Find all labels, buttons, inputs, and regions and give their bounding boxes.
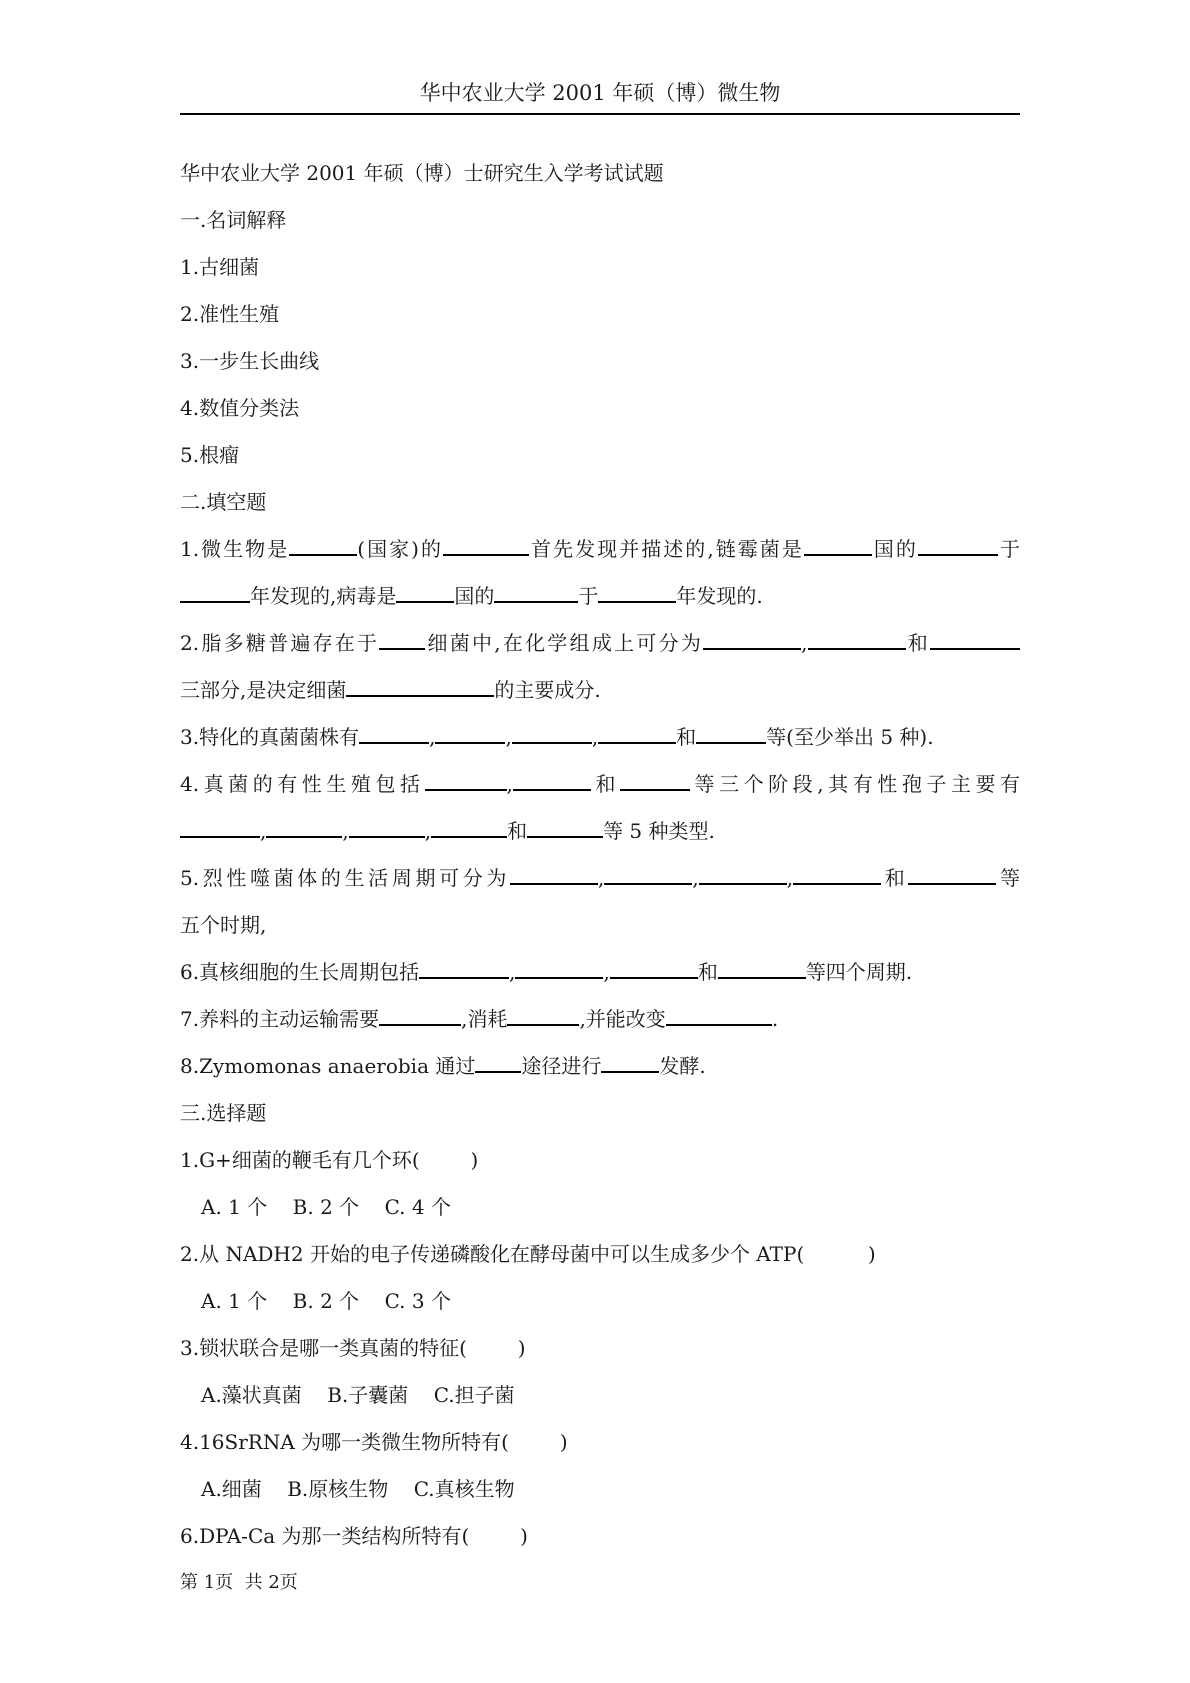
fill-question-7 [180,996,1020,1043]
q-text: 7.养料的主动运输需要 [180,1007,380,1031]
answer-blank [379,630,425,650]
q-text: . [771,1007,779,1031]
q-text: 等 5 种类型. [603,819,715,843]
q-text: ,并能改变 [579,1007,666,1031]
q-text: , [786,866,794,890]
answer-blank [930,630,1020,650]
answer-blank [918,536,998,556]
answer-blank [601,1053,659,1073]
fill-question-3 [180,714,1020,761]
choice-question-6: 6.DPA-Ca 为那一类结构所特有( ) [180,1524,528,1548]
q-text: 等四个周期. [805,960,913,984]
q-text: , [342,819,349,843]
answer-blank [604,865,692,885]
answer-blank [808,630,906,650]
fill-question-6 [180,949,1020,996]
answer-blank [666,1006,772,1026]
q-text: 国的 [454,584,495,608]
header-divider [180,113,1020,115]
q-text: , [260,819,267,843]
answer-blank [703,630,801,650]
q-text: ,消耗 [461,1007,508,1031]
q-text: 2.脂多糖普遍存在于 [180,631,380,655]
answer-blank [598,583,676,603]
q-text: (国家)的 [357,537,444,561]
fill-question-2-cont [180,667,1020,714]
fill-question-5 [180,855,1020,902]
answer-blank [515,959,603,979]
answer-blank [620,771,690,791]
answer-blank [475,1053,521,1073]
q-text: , [598,866,605,890]
q-text: , [692,866,699,890]
fill-question-8 [180,1043,1020,1090]
fill-question-1-cont [180,573,1020,620]
q-text: 1.微生物是 [180,537,290,561]
answer-blank [180,818,260,838]
fill-question-5-cont: 五个时期, [180,913,267,937]
q-text: 和 [905,631,930,655]
fill-question-4 [180,761,1020,808]
answer-blank [359,724,429,744]
answer-blank [793,865,881,885]
answer-blank [527,818,603,838]
choice-options-3: A.藻状真菌 B.子囊菌 C.担子菌 [201,1383,515,1407]
answer-blank [510,865,598,885]
answer-blank [431,818,507,838]
choice-options-4: A.细菌 B.原核生物 C.真核生物 [201,1477,515,1501]
q-text: 和 [676,725,697,749]
answer-blank [718,959,806,979]
choice-question-3: 3.锁状联合是哪一类真菌的特征( ) [180,1336,526,1360]
answer-blank [804,536,872,556]
q-text: 年发现的. [676,584,763,608]
section-heading-multiple-choice: 三.选择题 [180,1101,267,1125]
q-text: 三部分,是决定细菌 [180,678,347,702]
q-text: 年发现的,病毒是 [250,584,397,608]
answer-blank [512,724,592,744]
q-text: 等(至少举出 5 种). [766,725,934,749]
answer-blank [699,865,787,885]
q-text: 5.烈性噬菌体的生活周期可分为 [180,866,510,890]
running-header: 华中农业大学 2001 年硕（博）微生物 [419,81,781,105]
definition-item: 5.根瘤 [180,443,240,467]
answer-blank [610,959,698,979]
q-text: 于 [578,584,599,608]
answer-blank [507,1006,579,1026]
choice-question-4: 4.16SrRNA 为哪一类微生物所特有( ) [180,1430,568,1454]
choice-options-1: A. 1 个 B. 2 个 C. 4 个 [201,1195,451,1219]
answer-blank [513,771,591,791]
exam-title: 华中农业大学 2001 年硕（博）士研究生入学考试试题 [180,161,664,185]
choice-question-1: 1.G+细菌的鞭毛有几个环( ) [180,1148,479,1172]
q-text: , [591,725,599,749]
answer-blank [379,1006,461,1026]
answer-blank [425,771,507,791]
answer-blank [908,865,996,885]
answer-blank [349,818,425,838]
answer-blank [289,536,357,556]
q-text: 和 [590,772,620,796]
q-text: , [424,819,432,843]
q-text: , [506,772,513,796]
answer-blank [598,724,676,744]
answer-blank [266,818,342,838]
q-text: , [603,960,610,984]
q-text: 途径进行 [521,1054,602,1078]
section-heading-definitions: 一.名词解释 [180,208,287,232]
definition-item: 1.古细菌 [180,255,260,279]
q-text: 8.Zymomonas anaerobia 通过 [180,1054,476,1078]
page-number: 第 1页 共 2页 [180,1572,298,1593]
answer-blank [696,724,766,744]
q-text: 首先发现并描述的,链霉菌是 [529,537,804,561]
exam-body [180,150,1020,1560]
q-text: 和 [697,960,718,984]
answer-blank [443,536,529,556]
q-text: 和 [507,819,528,843]
definition-item: 4.数值分类法 [180,396,300,420]
q-text: 3.特化的真菌菌株有 [180,725,360,749]
q-text: 细菌中,在化学组成上可分为 [425,631,704,655]
q-text: 发酵. [659,1054,706,1078]
answer-blank [435,724,505,744]
q-text: , [801,631,808,655]
q-text: , [509,960,516,984]
q-text: 于 [997,537,1021,561]
fill-question-2 [180,620,1020,667]
q-text: 等 [996,866,1020,890]
q-text: 的主要成分. [494,678,601,702]
answer-blank [494,583,578,603]
q-text: 4.真菌的有性生殖包括 [180,772,425,796]
fill-question-1 [180,526,1020,573]
q-text: 国的 [871,537,918,561]
answer-blank [346,677,494,697]
answer-blank [396,583,454,603]
q-text: , [429,725,436,749]
choice-question-2: 2.从 NADH2 开始的电子传递磷酸化在酵母菌中可以生成多少个 ATP( ) [180,1242,876,1266]
q-text: 6.真核细胞的生长周期包括 [180,960,420,984]
q-text: , [505,725,512,749]
fill-question-4-cont [180,808,1020,855]
q-text: 和 [881,866,909,890]
q-text: 等三个阶段,其有性孢子主要有 [690,772,1020,796]
answer-blank [419,959,509,979]
answer-blank [180,583,250,603]
definition-item: 3.一步生长曲线 [180,349,320,373]
definition-item: 2.准性生殖 [180,302,280,326]
choice-options-2: A. 1 个 B. 2 个 C. 3 个 [201,1289,451,1313]
section-heading-fill-blank: 二.填空题 [180,490,267,514]
